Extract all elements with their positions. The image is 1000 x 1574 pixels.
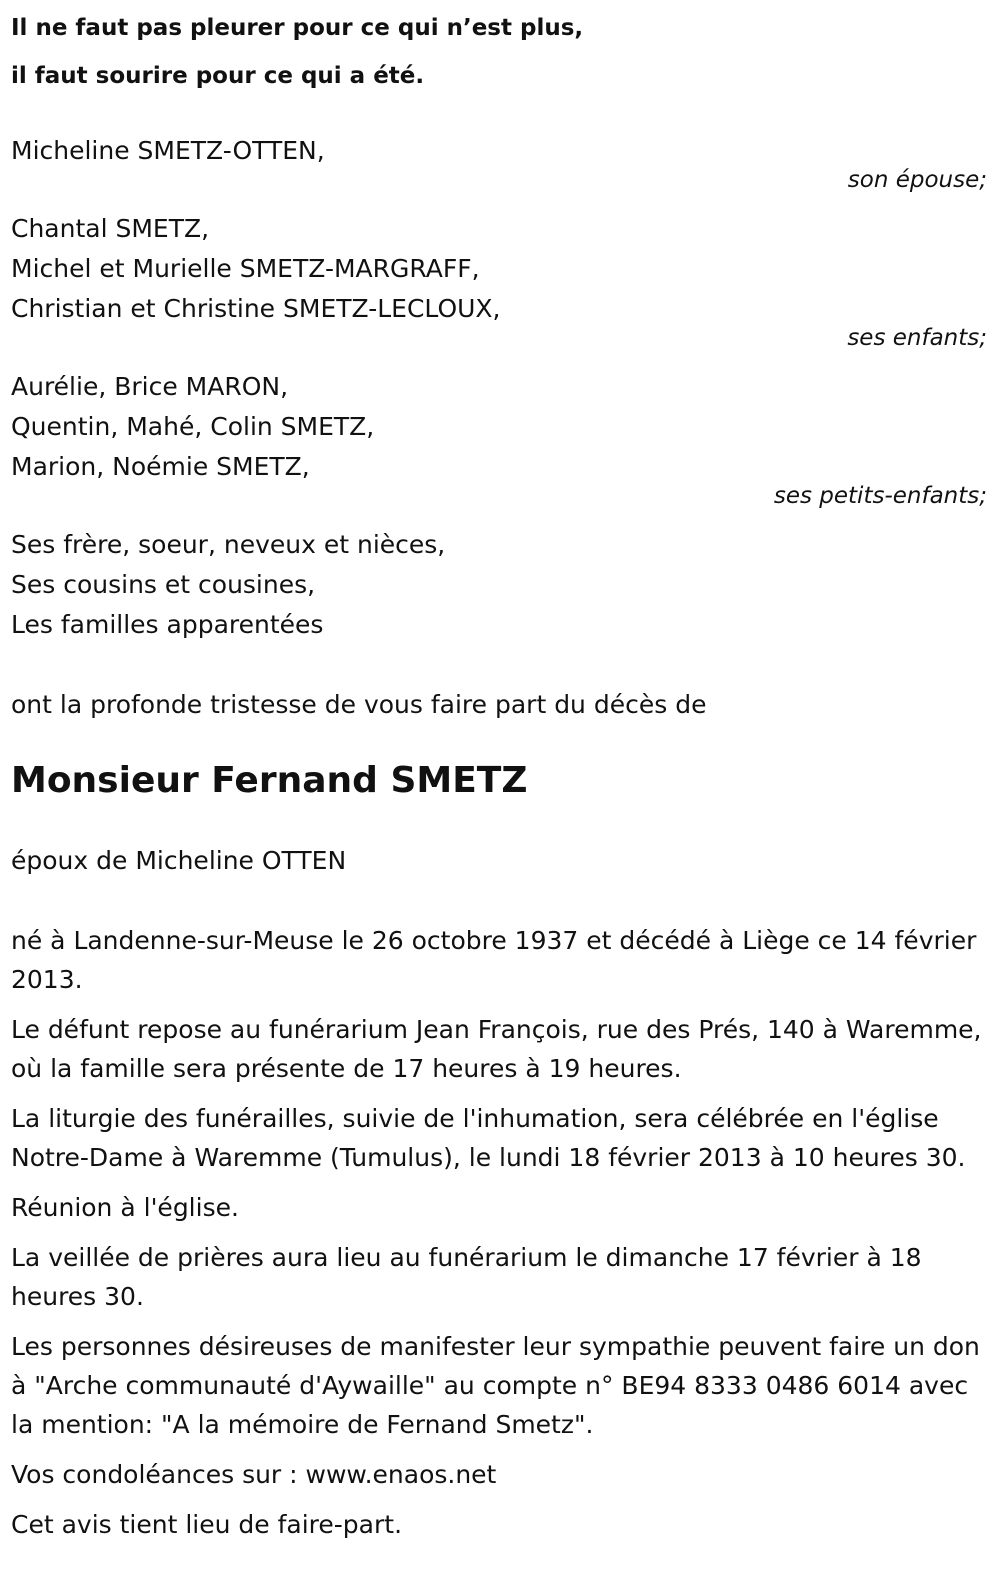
- grandchildren-section: [11, 367, 987, 509]
- details-section: [11, 921, 987, 1544]
- detail-paragraph: Les personnes désireuses de manifester leur sympathie peuvent faire un don à "Arche communauté d'Aywaille" au compte n° BE94 8333 0486 6014 avec la mention: "A la mémoire de Fernand Smetz".: [11, 1332, 980, 1439]
- family-line: Les familles apparentées: [11, 610, 324, 639]
- mourner-name: Chantal SMETZ,: [11, 214, 210, 243]
- detail-paragraph: Cet avis tient lieu de faire-part.: [11, 1510, 403, 1539]
- relationship-label: ses enfants;: [847, 325, 987, 351]
- mourner-name: Aurélie, Brice MARON,: [11, 372, 289, 401]
- condolences-link-line: Vos condoléances sur : www.enaos.net: [11, 1460, 497, 1489]
- detail-paragraph: né à Landenne-sur-Meuse le 26 octobre 1937 et décédé à Liège ce 14 février 2013.: [11, 926, 977, 994]
- mourner-name: Michel et Murielle SMETZ-MARGRAFF,: [11, 254, 480, 283]
- mourner-name: Micheline SMETZ-OTTEN,: [11, 136, 325, 165]
- extended-family-section: [11, 525, 987, 645]
- announcement: ont la profonde tristesse de vous faire part du décès de: [11, 690, 707, 719]
- relationship-label: ses petits-enfants;: [773, 483, 987, 509]
- epigraph: [11, 4, 987, 100]
- relationship-label: son épouse;: [847, 167, 987, 193]
- mourner-name: Christian et Christine SMETZ-LECLOUX,: [11, 294, 501, 323]
- spouse-of-line: époux de Micheline OTTEN: [11, 846, 347, 875]
- detail-paragraph: La veillée de prières aura lieu au funérarium le dimanche 17 février à 18 heures 30.: [11, 1243, 922, 1311]
- mourner-name: Quentin, Mahé, Colin SMETZ,: [11, 412, 375, 441]
- family-line: Ses cousins et cousines,: [11, 570, 316, 599]
- mourner-name: Marion, Noémie SMETZ,: [11, 452, 310, 481]
- children-section: [11, 209, 987, 351]
- deceased-name: Monsieur Fernand SMETZ: [11, 760, 528, 801]
- family-line: Ses frère, soeur, neveux et nièces,: [11, 530, 446, 559]
- spouse-section: [11, 131, 987, 193]
- obituary-notice: [11, 0, 987, 1544]
- detail-paragraph: Le défunt repose au funérarium Jean François, rue des Prés, 140 à Waremme, où la famille sera présente de 17 heures à 19 heures.: [11, 1015, 982, 1083]
- epigraph-line: Il ne faut pas pleurer pour ce qui n’est plus,: [11, 15, 584, 41]
- detail-paragraph: Réunion à l'église.: [11, 1193, 239, 1222]
- detail-paragraph: La liturgie des funérailles, suivie de l'inhumation, sera célébrée en l'église Notre-Dame à Waremme (Tumulus), le lundi 18 février 2013 à 10 heures 30.: [11, 1104, 966, 1172]
- epigraph-line: il faut sourire pour ce qui a été.: [11, 63, 425, 89]
